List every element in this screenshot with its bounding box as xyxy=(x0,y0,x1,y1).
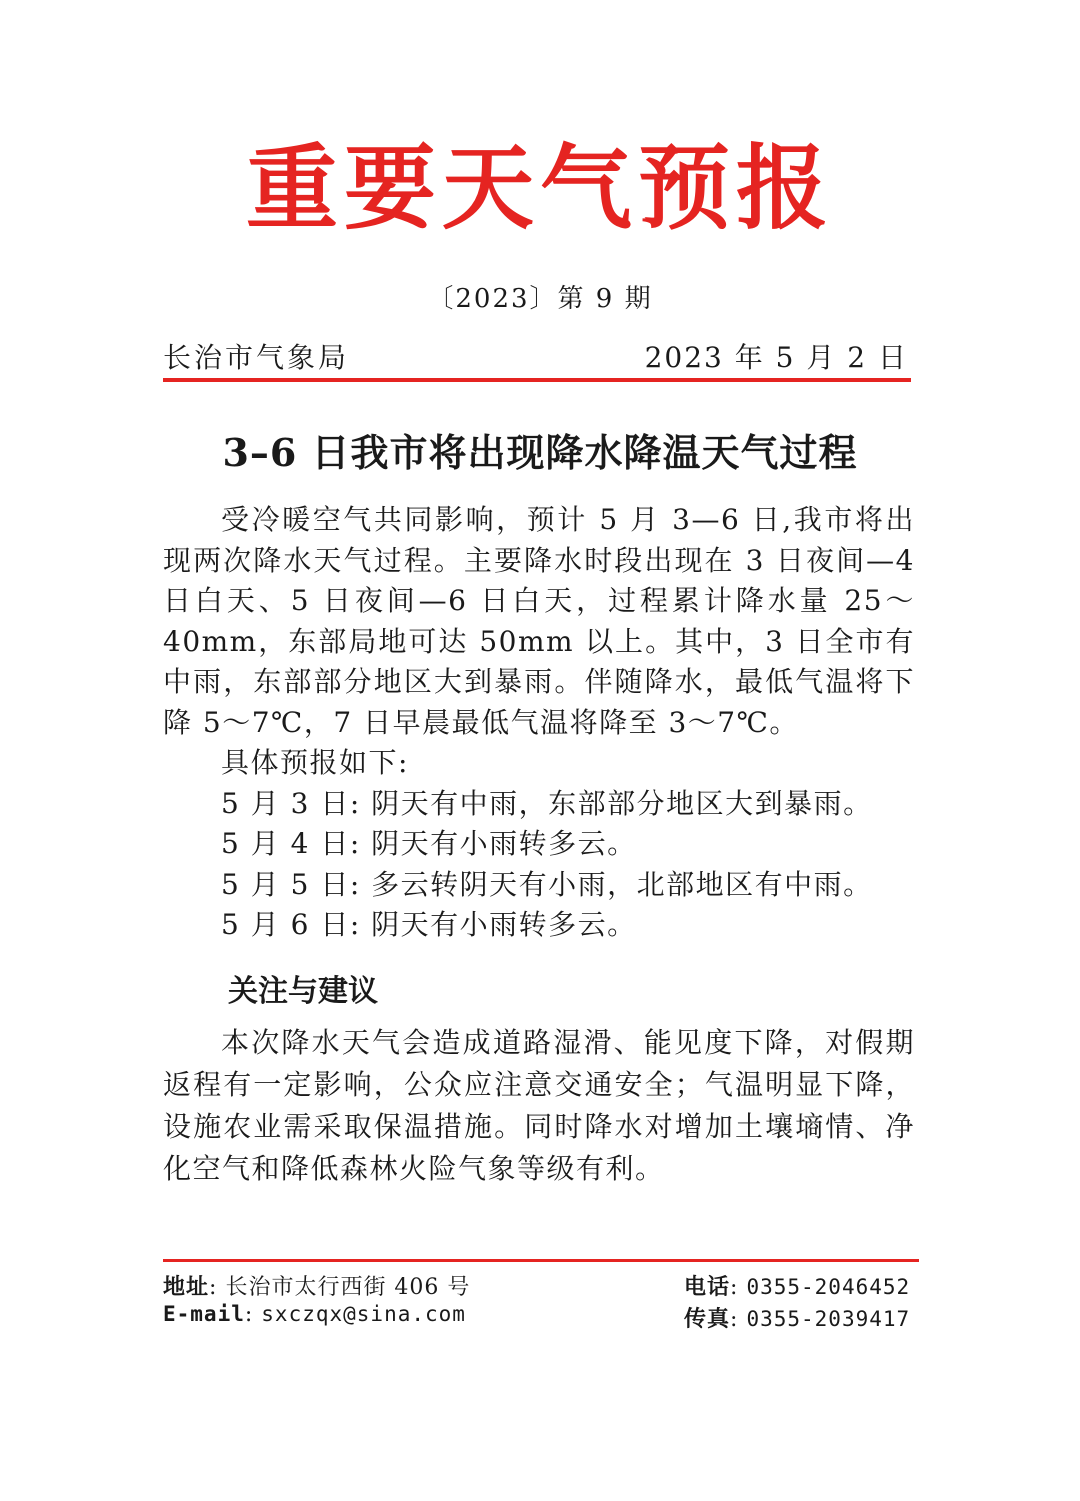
forecast-item-may4: 5 月 4 日: 阴天有小雨转多云。 xyxy=(221,827,637,860)
footer-address: 地址: 长治市太行西街 406 号 xyxy=(163,1274,471,1300)
masthead-title: 重要天气预报 xyxy=(245,134,834,242)
body-section xyxy=(163,500,915,946)
issue-number: 〔2023〕第 9 期 xyxy=(427,284,653,314)
forecast-intro: 具体预报如下: xyxy=(221,746,409,779)
footer-email: E-mail: sxczqx@sina.com xyxy=(163,1302,466,1327)
email-value: sxczqx@sina.com xyxy=(261,1302,466,1326)
fax-label: 传真 xyxy=(684,1306,731,1332)
forecast-item-may3: 5 月 3 日: 阴天有中雨，东部部分地区大到暴雨。 xyxy=(221,786,873,820)
forecast-list xyxy=(163,784,915,946)
footer-fax: 传真: 0355-2039417 xyxy=(684,1306,911,1332)
header-divider xyxy=(163,378,911,382)
address-label: 地址 xyxy=(163,1274,210,1300)
advice-section xyxy=(163,1022,915,1190)
address-value: 长治市太行西街 406 号 xyxy=(225,1275,471,1300)
phone-value: 0355-2046452 xyxy=(746,1275,911,1299)
fax-value: 0355-2039417 xyxy=(746,1307,911,1331)
issue-date: 2023 年 5 月 2 日 xyxy=(644,341,908,374)
phone-label: 电话 xyxy=(684,1274,731,1300)
forecast-item-may5: 5 月 5 日: 多云转阴天有小雨，北部地区有中雨。 xyxy=(221,867,873,901)
issuer: 长治市气象局 xyxy=(163,341,350,374)
footer-divider xyxy=(163,1259,919,1262)
footer-phone: 电话: 0355-2046452 xyxy=(684,1274,911,1300)
intro-paragraph: 受冷暖空气共同影响，预计 5 月 3—6 日,我市将出现两次降水天气过程。主要降水时段出现在 3 日夜间—4 日白天、5 日夜间—6 日白天，过程累计降水量 25～40mm，东部局地可达 50mm 以上。其中，3 日全市有中雨，东部部分地区大到暴雨。伴随降水，最低气温将下降 5～7℃，7 日早晨最低气温将降至 3～7℃。 xyxy=(163,503,915,739)
headline: 3–6 日我市将出现降水降温天气过程 xyxy=(222,430,858,475)
forecast-item-may6: 5 月 6 日: 阴天有小雨转多云。 xyxy=(221,908,637,941)
email-label: E-mail xyxy=(163,1302,245,1326)
advice-paragraph: 本次降水天气会造成道路湿滑、能见度下降，对假期返程有一定影响，公众应注意交通安全；气温明显下降，设施农业需采取保温措施。同时降水对增加土壤墒情、净化空气和降低森林火险气象等级有利。 xyxy=(163,1026,915,1185)
section-title: 关注与建议 xyxy=(228,974,378,1009)
